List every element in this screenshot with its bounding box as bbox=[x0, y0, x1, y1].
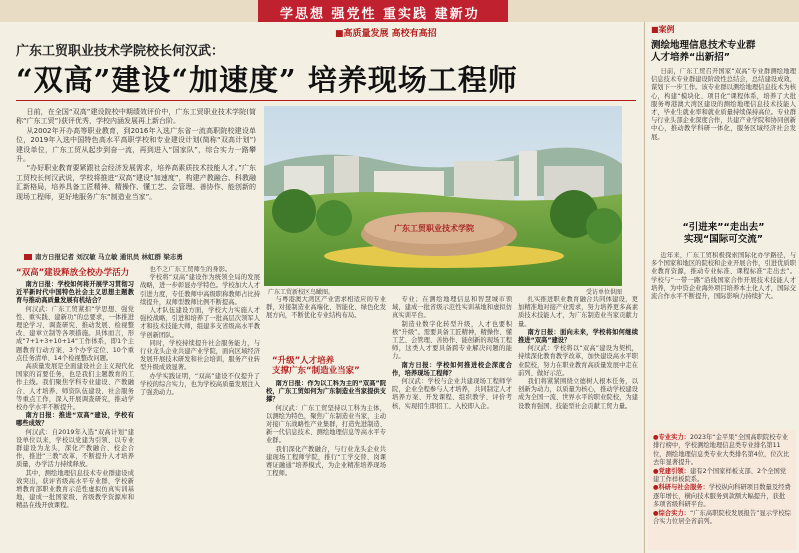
highlight-key: ●科研与社会服务： bbox=[653, 484, 709, 492]
highlights-box bbox=[648, 430, 796, 550]
highlight-item bbox=[653, 434, 791, 468]
highlight-key: ●专业实力： bbox=[653, 434, 690, 441]
highlight-value: 建有2个国家样板支部、2个全国党建工作样板院系。 bbox=[653, 467, 787, 484]
paragraph: 南方日报：推进“双高”建设，学校有哪些成效？ bbox=[16, 412, 134, 428]
paragraph: 何汉武：学校将以“双高”建设为契机，持续深化教育教学改革，加快建设高水平职业院校，努力在职业教育高质量发展中走在前列、做好示范。 bbox=[518, 345, 638, 377]
section-subhead: ■高质量发展 高校有高招 bbox=[335, 29, 437, 39]
highlight-value: 2023年“金平果”全国高职院校专业排行榜中，学校测绘地理信息类专业排名第11位，测绘地理信息类专业大类排名第4位，位次比去年显著提升。 bbox=[653, 434, 790, 467]
campus-aerial-illustration bbox=[264, 106, 622, 286]
highlight-key: ●党建引领： bbox=[653, 467, 690, 475]
article-headline: “双高”建设“加速度” 培养现场工程师 bbox=[16, 63, 518, 97]
column-e bbox=[518, 296, 638, 550]
case1-body bbox=[651, 68, 796, 216]
mid-subtitle: “升级”人才培养 支撑广东“制造业当家” bbox=[272, 356, 360, 376]
byline bbox=[24, 252, 183, 261]
paragraph: 我们将紧紧围绕立德树人根本任务，以创新为动力，以质量为核心，推动学校建设成为全国一流、世界水平的职业院校，为建设教育强国、技能型社会贡献工贸力量。 bbox=[518, 378, 638, 410]
paragraph: 扎实推进职业教育融合共同体建设，更加精准地对接产业需求，努力培养更多高素质技术技能人才，为广东制造业当家贡献力量。 bbox=[518, 296, 638, 328]
campus-stone-inscription: 广东工贸职业技术学院 bbox=[394, 224, 474, 233]
case1-title: 测绘地理信息技术专业群 人才培养“出新招” bbox=[651, 40, 756, 63]
column-b bbox=[140, 266, 260, 550]
paragraph: 南方日报：作为以工科为主的“双高”院校，广东工贸如何为广东制造业当家提供支撑？ bbox=[266, 380, 386, 404]
paragraph: 近年来，广东工贸积极探索国际化办学路径，与多个国家和地区的院校和企业开展合作，引进优质职业教育资源，推动专业标准、课程标准“走出去”。学校与“一带一路”沿线国家合作开展技术技能人才培养，为中资企业海外项目培养本土化人才，国际交流合作水平不断提升，国际影响力持续扩大。 bbox=[651, 252, 796, 301]
column-a bbox=[16, 266, 134, 550]
sidebar-label: ■案例 bbox=[651, 25, 675, 34]
article-intro bbox=[16, 108, 256, 248]
paragraph: 高质量发展是全面建设社会主义现代化国家的首要任务，也是我们主题教育的工作主线。我们聚焦学科专业建设、产教融合、人才培养、师资队伍建设、社会服务等重点工作，深入开展调查研究，推动学校办学水平不断提升。 bbox=[16, 363, 134, 412]
photo-caption: 广东工贸新校区鸟瞰图。 bbox=[268, 289, 335, 296]
paragraph: 何汉武：学校与企业共建现场工程师学院，企业全程参与人才培养，共同制定人才培养方案、开发课程、组织教学、评价考核，实现招生即招工、入校即入企。 bbox=[392, 378, 512, 410]
paragraph: 制造业数字化转型升级，人才也要积极“升级”。需要具备工匠精神，精操作、懂工艺、会管理、善协作、能创新的现场工程师，这类人才要具备跨专业解决问题的能力。 bbox=[392, 320, 512, 361]
case2-body bbox=[651, 252, 796, 422]
paragraph: 何汉武：自2019年入选“双高计划”建设单位以来，学校以党建为引领、以专业群建设为龙头，深化产教融合、校企合作，推进“三教”改革，不断提升人才培养质量，办学活力持续释放。 bbox=[16, 428, 134, 469]
highlight-value: 学校纵向科研项目数量及经费逐年增长，横向技术服务到款额大幅提升，获批多项省级科研平台。 bbox=[653, 484, 791, 509]
paragraph: 办学实践证明，“双高”建设不仅提升了学校的综合实力，也为学校高质量发展注入了强劲动力。 bbox=[140, 372, 260, 397]
paragraph: 与粤港澳大湾区产业需求相适应的专业群，对接制造业高端化、智能化、绿色化发展方向，不断优化专业结构布局。 bbox=[266, 296, 386, 320]
photo-credit: 受访单位供图 bbox=[586, 289, 623, 296]
column-d bbox=[392, 296, 512, 550]
column-c bbox=[266, 380, 386, 550]
paragraph: 南方日报：学校如何将开展学习贯彻习近平新时代中国特色社会主义思想主题教育与推动高质量发展有机结合？ bbox=[16, 281, 134, 305]
paragraph: 学校将“双高”建设作为统领全局的发展战略，进一步彰显办学特色。学校加大人才引进力度，专任教师中高级职称教师占比持续提升，双师型教师比例不断提高。 bbox=[140, 274, 260, 306]
article-kicker: 广东工贸职业技术学院校长何汉武： bbox=[16, 44, 225, 59]
paragraph: 何汉武：广东工贸坚持以工科为主体，以测绘为特色，聚焦广东制造业当家，主动对接广东战略性产业集群，打造先进制造、新一代信息技术、测绘地理信息等高水平专业群。 bbox=[266, 404, 386, 445]
paragraph: 人才队伍建设方面，学校大力实施人才强校战略，引进和培养了一批高层次领军人才和技术技能大师，组建多支省级高水平教学创新团队。 bbox=[140, 307, 260, 339]
highlight-item bbox=[653, 484, 791, 509]
highlight-key: ●综合实力： bbox=[653, 509, 690, 517]
paragraph: 我们深化产教融合，与行业龙头企业共建现场工程师学院，推行“工学交替、岗课赛证融通”培养模式，为企业精准培养现场工程师。 bbox=[266, 445, 386, 478]
paragraph: 南方日报：学校如何推进校企深度合作，培养现场工程师？ bbox=[392, 361, 512, 377]
paragraph: 其中，测绘地理信息技术专业群建设成效突出，获评省级高水平专业群，学校新增教育部职业教育示范性虚拟仿真实训基地，建成一批国家级、省级教学资源库和精品在线开放课程。 bbox=[16, 469, 134, 510]
paragraph: 何汉武：广东工贸紧扣“学思想、强党性、重实践、建新功”的总要求，一体推进理论学习、调查研究、推动发展、检视整改、建章立制等各项措施。具体而言，形成“7+1+3+10+14”工作体系，即1个主题教育行动方案、3个办学定位、10个重点任务清单、14个检视整改问题。 bbox=[16, 305, 134, 362]
byline-marker bbox=[24, 254, 32, 260]
highlight-value: “广东高职院校发展报告”显示学校综合实力位居全省前列。 bbox=[653, 509, 791, 526]
campus-photo bbox=[264, 106, 622, 286]
intro-paragraph: 日前，在全国“双高”建设院校中期绩效评价中，广东工贸职业技术学院(简称“广东工贸”)获评优秀，学校内涵发展再上新台阶。 bbox=[16, 108, 256, 126]
case2-title: “引进来”“走出去” 实现“国际可交流” bbox=[682, 222, 765, 245]
column-c-top bbox=[266, 296, 386, 352]
highlight-item bbox=[653, 468, 791, 485]
headline-rule bbox=[16, 100, 636, 101]
paragraph: 同时，学校持续提升社会服务能力，与行业龙头企业共建产业学院，面向区域经济发展开展技术研发和社会培训，服务产业转型升级成效显著。 bbox=[140, 339, 260, 372]
paragraph: 南方日报：面向未来，学校将如何继续推进“双高”建设？ bbox=[518, 328, 638, 345]
paragraph: 日前，广东工贸召开国家“双高”专业群测绘地理信息技术专业群建设阶段性总结会，总结建设成效，谋划下一步工作。该专业群以测绘地理信息技术为核心，构建“模块化、项目化”课程体系，培养了大批服务粤港澳大湾区建设的测绘地理信息技术技能人才，毕业生就业率和就业质量持续保持高位。专业群与行业头部企业深度合作，共建产业学院和协同创新中心，推动教学科研一体化，服务区域经济社会发展。 bbox=[651, 68, 796, 141]
section-subtitle: “双高”建设释放全校办学活力 bbox=[16, 268, 130, 278]
byline-text: 南方日报记者 刘汉敏 马立敏 通讯员 林虹群 梁志勇 bbox=[35, 253, 183, 261]
sidebar-divider bbox=[644, 22, 645, 553]
paragraph: 专业；在测绘地理信息和智慧城市领域，建成一批省级示范性实训基地和虚拟仿真实训平台。 bbox=[392, 296, 512, 320]
intro-paragraph: “办好职业教育要紧跟社会经济发展需求，培养高素质技术技能人才。”广东工贸校长何汉武说，学校将推进“双高”建设“加速度”，构建产教融合、科教融汇新格局，培养具备工匠精神、精操作、懂工艺、会管理、善协作、能创新的现场工程师，更好地服务广东“制造业当家”。 bbox=[16, 164, 256, 201]
intro-paragraph: 从2002年开办高等职业教育，到2016年入选广东省一流高职院校建设单位，2019年入选中国特色高水平高职学校和专业建设计划(简称“双高计划”)建设单位，广东工贸从起步到奋一流，再到进入“国家队”，综合实力一路攀升。 bbox=[16, 126, 256, 164]
slogan-text: 学思想 强党性 重实践 建新功 bbox=[280, 7, 480, 22]
paragraph: 也不乏广东工贸师生的身影。 bbox=[149, 266, 232, 273]
highlight-item bbox=[653, 510, 791, 527]
highlights-list bbox=[648, 430, 796, 530]
